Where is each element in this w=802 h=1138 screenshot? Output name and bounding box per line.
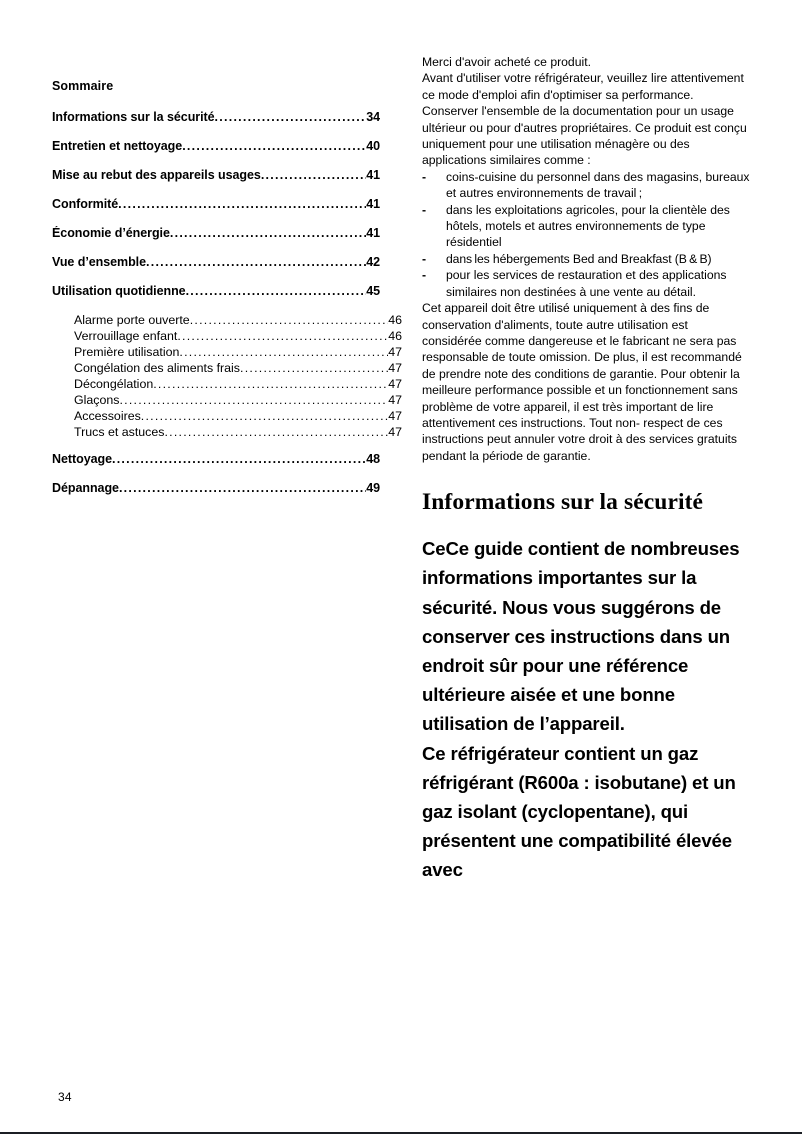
application-bullet-list — [422, 169, 750, 300]
toc-entry-label: Glaçons — [74, 393, 120, 407]
toc-entry-page: 47 — [388, 425, 402, 439]
toc-entry[interactable] — [74, 377, 402, 391]
toc-entry[interactable] — [52, 226, 380, 240]
toc-entry[interactable] — [52, 110, 380, 124]
toc-entry-label: Trucs et astuces — [74, 425, 165, 439]
toc-entry[interactable] — [52, 139, 380, 153]
toc-leader-dots — [240, 362, 388, 374]
toc-entry-page: 41 — [366, 226, 380, 240]
toc-leader-dots — [215, 111, 367, 124]
toc-entry-label: Alarme porte ouverte — [74, 313, 190, 327]
bullet-dash-icon: - — [422, 202, 427, 217]
toc-entry-label: Verrouillage enfant — [74, 329, 178, 343]
toc-leader-dots — [179, 346, 388, 358]
toc-entry-page: 47 — [388, 361, 402, 375]
toc-leader-dots — [118, 198, 366, 211]
toc-entry-page: 47 — [388, 345, 402, 359]
bullet-dash-icon: - — [422, 169, 427, 184]
toc-leader-dots — [153, 378, 388, 390]
toc-entry-label: Mise au rebut des appareils usages — [52, 168, 261, 182]
toc-entry-label: Utilisation quotidienne — [52, 284, 186, 298]
toc-entry-page: 49 — [366, 481, 380, 495]
toc-entry[interactable] — [74, 329, 402, 343]
toc-entry-label: Dépannage — [52, 481, 119, 495]
toc-entry[interactable] — [52, 284, 380, 298]
toc-entry-label: Entretien et nettoyage — [52, 139, 183, 153]
toc-entry-label: Première utilisation — [74, 345, 180, 359]
toc-leader-dots — [119, 394, 388, 406]
bullet-dash-icon: - — [422, 268, 427, 283]
table-of-contents — [52, 78, 402, 510]
intro-paragraph: Merci d'avoir acheté ce produit. Avant d'utiliser votre réfrigérateur, veuillez lire attentivement ce mode d'emploi afin d'optimiser sa performance. Conserver l'ensemble de la documentation pour un usage ultérieur ou pour d'autres propriétaires. Ce produit est conçu uniquement pour une utilisation ménagère ou des applications similaires comme : — [422, 55, 747, 168]
list-item-text: dans les exploitations agricoles, pour la clientèle des hôtels, motels et autres environnements de type résidentiel — [446, 202, 730, 250]
toc-entry-label: Conformité — [52, 197, 119, 211]
safety-section-heading: Informations sur la sécurité — [422, 489, 704, 516]
toc-entry[interactable] — [74, 361, 402, 375]
list-item — [422, 267, 750, 300]
toc-heading: Sommaire — [52, 79, 114, 93]
toc-leader-dots — [170, 227, 366, 240]
list-item — [422, 251, 750, 267]
toc-entry[interactable] — [74, 425, 402, 439]
toc-entry-label: Accessoires — [74, 409, 141, 423]
toc-leader-dots — [190, 314, 389, 326]
toc-entry-page: 45 — [366, 284, 380, 298]
toc-leader-dots — [119, 482, 366, 495]
toc-leader-dots — [182, 140, 366, 153]
toc-leader-dots — [112, 453, 366, 466]
list-item — [422, 169, 750, 202]
toc-entry-label: Nettoyage — [52, 452, 112, 466]
toc-entry-page: 34 — [366, 110, 380, 124]
toc-entry-page: 40 — [366, 139, 380, 153]
toc-entry-page: 48 — [366, 452, 380, 466]
right-content-column — [422, 54, 750, 885]
toc-entry-page: 41 — [366, 197, 380, 211]
toc-entry-page: 47 — [388, 409, 402, 423]
page-number: 34 — [58, 1090, 72, 1104]
toc-entry[interactable] — [74, 409, 402, 423]
toc-entry-page: 46 — [388, 329, 402, 343]
toc-entry-page: 47 — [388, 377, 402, 391]
toc-entry-page: 42 — [366, 255, 380, 269]
list-item-text: pour les services de restauration et des applications similaires non destinées à une vente au détail. — [446, 268, 727, 299]
toc-entry[interactable] — [74, 345, 402, 359]
toc-entry-page: 47 — [388, 393, 402, 407]
list-item-text: coins-cuisine du personnel dans des magasins, bureaux et autres environnements de travail ; — [446, 169, 750, 201]
toc-entry[interactable] — [74, 393, 402, 407]
bullet-dash-icon: - — [422, 251, 426, 266]
toc-entry[interactable] — [52, 255, 380, 269]
toc-leader-dots — [177, 330, 388, 342]
safety-body-paragraph-1: CeCe guide contient de nombreuses informations importantes sur la sécurité. Nous vous suggérons de conserver ces instructions dans un endroit sûr pour une référence ultérieure aisée et une bonne utilisation de l’appareil. — [422, 538, 740, 735]
list-item — [422, 202, 750, 251]
toc-entry[interactable] — [52, 168, 380, 182]
toc-entry-label: Vue d’ensemble — [52, 255, 147, 269]
toc-entry[interactable] — [52, 481, 380, 495]
toc-entry-list — [52, 110, 402, 495]
toc-entry-page: 41 — [366, 168, 380, 182]
toc-entry-page: 46 — [388, 313, 402, 327]
toc-entry-label: Congélation des aliments frais — [74, 361, 240, 375]
toc-leader-dots — [146, 256, 366, 269]
toc-entry[interactable] — [74, 313, 402, 327]
toc-entry[interactable] — [52, 197, 380, 211]
toc-entry-label: Décongélation — [74, 377, 154, 391]
toc-entry-label: Économie d’énergie — [52, 226, 170, 240]
usage-warning-paragraph: Cet appareil doit être utilisé uniquement à des fins de conservation d'aliments, toute autre utilisation est considérée comme dangereuse et le fabricant ne sera pas responsable de toute omission. De plus, il est recommandé de prendre note des conditions de garantie. Pour obtenir la meilleure performance possible et un fonctionnement sans problème de votre appareil, il est très important de lire attentivement ces instructions. Tout non- respect de ces instructions peut annuler votre droit à des services gratuits pendant la période de garantie. — [422, 301, 742, 463]
toc-leader-dots — [261, 169, 366, 182]
toc-entry[interactable] — [52, 452, 380, 466]
toc-leader-dots — [186, 285, 367, 298]
list-item-text: dans les hébergements Bed and Breakfast (B & B) — [446, 251, 712, 266]
toc-leader-dots — [164, 426, 388, 438]
toc-leader-dots — [141, 410, 388, 422]
toc-entry-label: Informations sur la sécurité — [52, 110, 215, 124]
page-bottom-rule — [0, 1132, 802, 1134]
safety-body-paragraph-2: Ce réfrigérateur contient un gaz réfrigérant (R600a : isobutane) et un gaz isolant (cyclopentane), qui présentent une compatibilité élevée avec — [422, 742, 736, 881]
